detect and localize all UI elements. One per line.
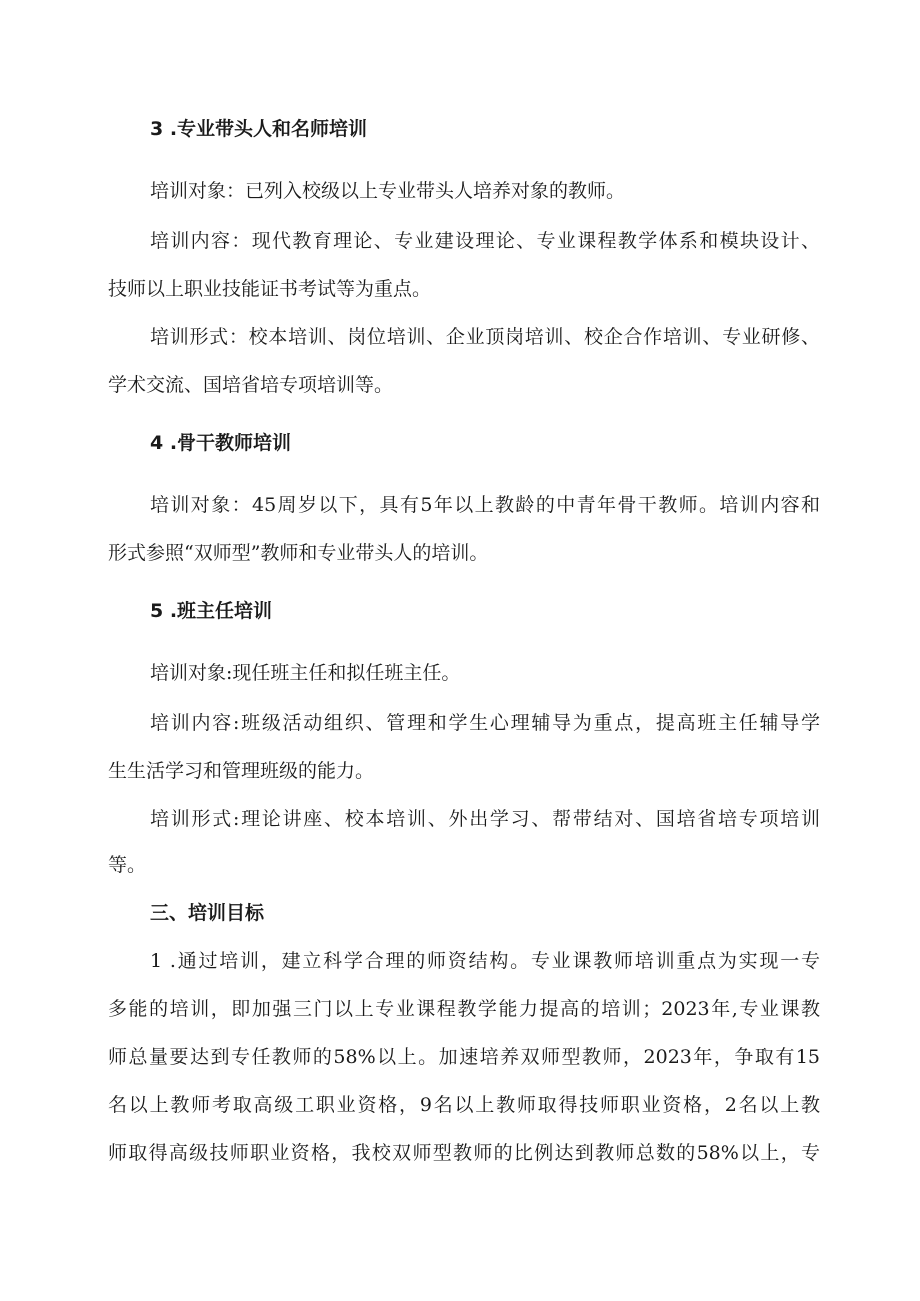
- goals-heading: 三、培训目标: [150, 902, 265, 924]
- section-4-heading: 4 .骨干教师培训: [150, 432, 292, 454]
- section-3-content-line-2: 技师以上职业技能证书考试等为重点。: [108, 278, 432, 300]
- section-3-content-line-1: 培训内容：现代教育理论、专业建设理论、专业课程教学体系和模块设计、: [150, 230, 820, 252]
- section-5-form-line-2: 等。: [108, 854, 147, 876]
- section-5-content-line-2: 生生活学习和管理班级的能力。: [108, 760, 375, 782]
- goals-paragraph-line-3: 师总量要达到专任教师的58%以上。加速培养双师型教师，2023年，争取有15: [108, 1046, 820, 1068]
- goals-paragraph-line-4: 名以上教师考取高级工职业资格，9名以上教师取得技师职业资格，2名以上教: [108, 1094, 820, 1116]
- goals-paragraph-line-5: 师取得高级技师职业资格，我校双师型教师的比例达到教师总数的58%以上，专: [108, 1142, 820, 1164]
- section-4-target-line-1: 培训对象：45周岁以下，具有5年以上教龄的中青年骨干教师。培训内容和: [150, 494, 820, 516]
- section-3-target: 培训对象：已列入校级以上专业带头人培养对象的教师。: [150, 180, 626, 202]
- section-5-form-line-1: 培训形式:理论讲座、校本培训、外出学习、帮带结对、国培省培专项培训: [150, 808, 820, 830]
- section-5-heading: 5 .班主任培训: [150, 600, 273, 622]
- section-4-target-line-2: 形式参照“双师型”教师和专业带头人的培训。: [108, 542, 489, 564]
- section-5-content-line-1: 培训内容:班级活动组织、管理和学生心理辅导为重点，提高班主任辅导学: [150, 712, 820, 734]
- section-3-heading: 3 .专业带头人和名师培训: [150, 118, 368, 140]
- section-3-form-line-1: 培训形式：校本培训、岗位培训、企业顶岗培训、校企合作培训、专业研修、: [150, 326, 820, 348]
- section-5-target: 培训对象:现任班主任和拟任班主任。: [150, 662, 461, 684]
- goals-paragraph-line-1: 1 .通过培训，建立科学合理的师资结构。专业课教师培训重点为实现一专: [150, 950, 820, 972]
- goals-paragraph-line-2: 多能的培训，即加强三门以上专业课程教学能力提高的培训；2023年,专业课教: [108, 998, 820, 1020]
- section-3-form-line-2: 学术交流、国培省培专项培训等。: [108, 374, 394, 396]
